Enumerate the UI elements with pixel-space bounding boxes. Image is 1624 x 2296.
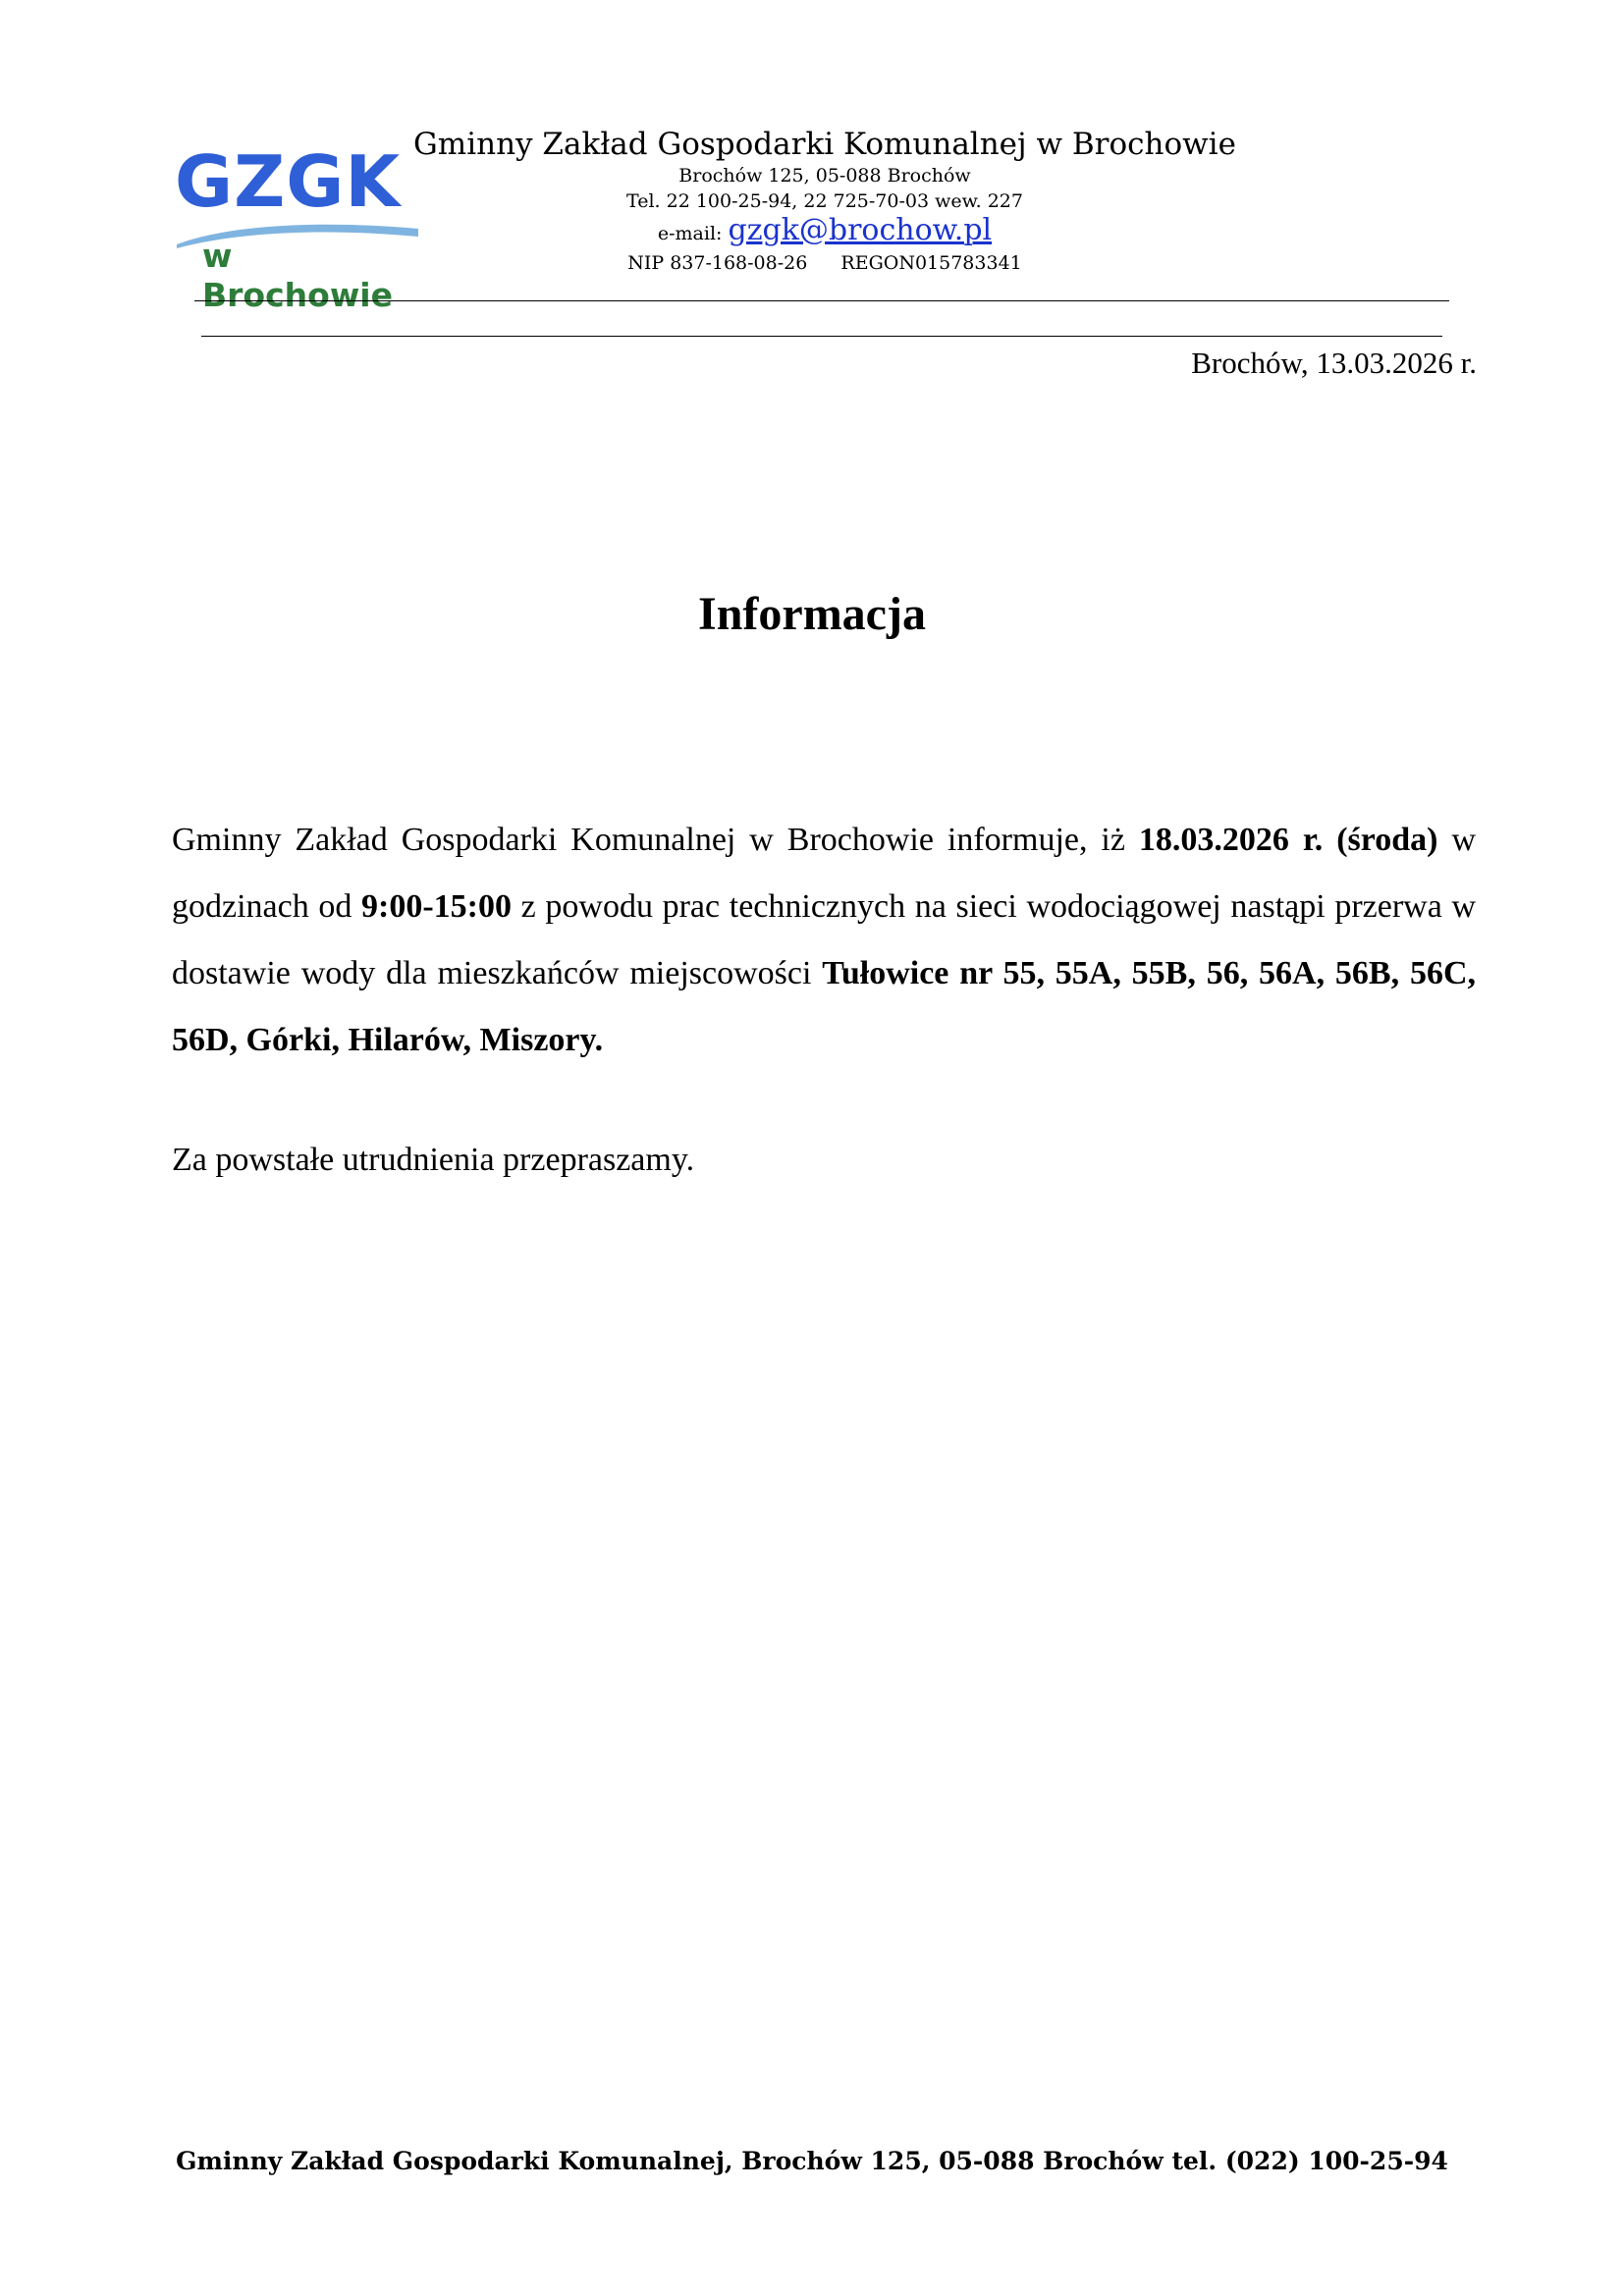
- logo-sub-text: w Brochowie: [202, 237, 394, 314]
- nip-number: NIP 837-168-08-26: [627, 252, 808, 274]
- letterhead: [412, 126, 1237, 276]
- gzgk-logo: [175, 140, 420, 314]
- email-label: e-mail:: [657, 223, 723, 244]
- page-footer: Gminny Zakład Gospodarki Komunalnej, Brochów 125, 05-088 Brochów tel. (022) 100-25-94: [176, 2147, 1448, 2175]
- company-ids: [412, 250, 1237, 276]
- document-date: Brochów, 13.03.2026 r.: [1191, 346, 1477, 380]
- header-divider-bottom: [201, 336, 1442, 337]
- email-link[interactable]: gzgk@brochow.pl: [728, 213, 993, 247]
- affected-places: Tułowice nr 55, 55A, 55B, 56, 56A, 56B, 56C, 56D, Górki, Hilarów, Miszory.: [172, 955, 1476, 1058]
- body-text-3: z powodu prac technicznych na sieci wodociągowej nastąpi przerwa w dostawie wody dla mieszkańców miejscowości: [172, 888, 1477, 991]
- body-text-2: w godzinach od: [172, 822, 1476, 925]
- company-phone: Tel. 22 100-25-94, 22 725-70-03 wew. 227: [626, 190, 1023, 212]
- logo-main-text: GZGK: [175, 140, 402, 223]
- outage-date: 18.03.2026 r. (środa): [1138, 822, 1438, 858]
- header-divider-top: [194, 300, 1449, 301]
- outage-hours: 9:00-15:00: [361, 888, 512, 925]
- announcement-paragraph: [172, 807, 1476, 1074]
- body-text-1: Gminny Zakład Gospodarki Komunalnej w Brochowie informuje, iż: [172, 822, 1125, 858]
- apology-text: Za powstałe utrudnienia przepraszamy.: [172, 1142, 695, 1178]
- company-address: Brochów 125, 05-088 Brochów: [678, 165, 971, 187]
- regon-number: REGON015783341: [840, 252, 1022, 274]
- document-title: Informacja: [698, 588, 926, 640]
- email-row: [412, 214, 1237, 250]
- company-name: Gminny Zakład Gospodarki Komunalnej w Brochowie: [413, 127, 1236, 162]
